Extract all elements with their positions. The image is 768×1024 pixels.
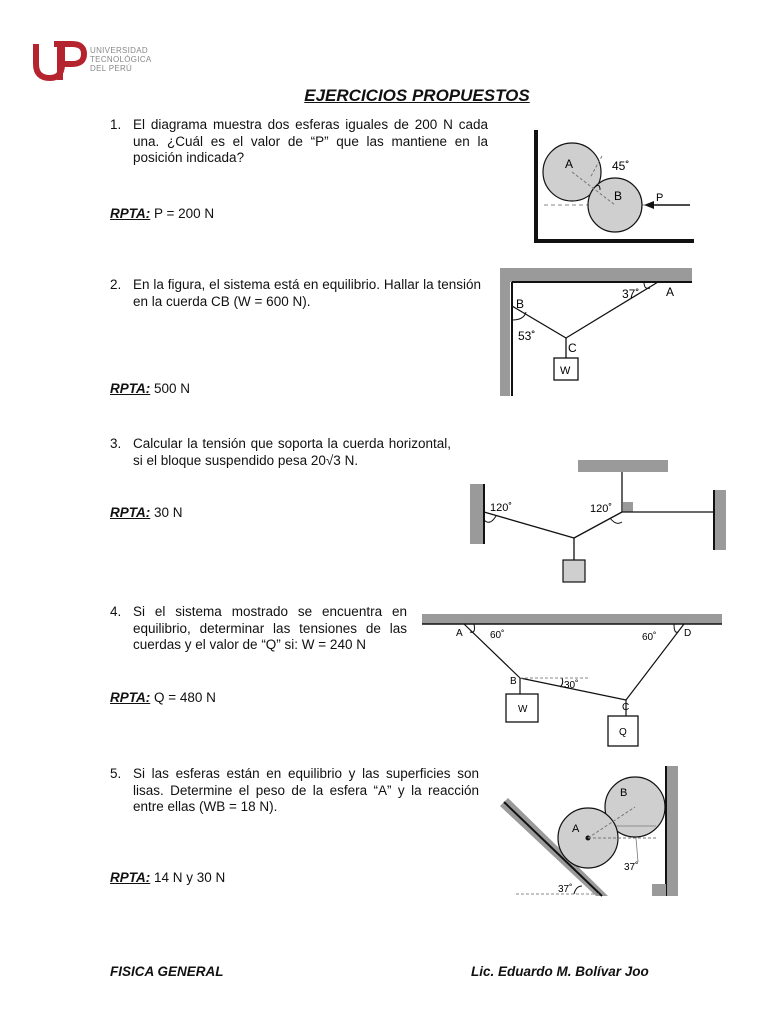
exercise-5 [110,766,479,818]
weight-w-label: W [518,704,528,715]
point-c-label: C [568,341,577,355]
sphere-b-label: B [614,189,623,203]
exercise-text: Si las esferas están en equilibrio y las superficies son lisas. Determine el peso de la esfera “A” y la reacción entre ellas (WB = 18 N). [133,766,479,814]
exercise-text: En la figura, el sistema está en equilibrio. Hallar la tensión en la cuerda CB (W = 600 N). [133,277,481,309]
answer-value: 14 N y 30 N [150,870,226,885]
angle-53-label: 53˚ [518,329,536,343]
logo-line-1: UNIVERSIDAD [90,46,148,55]
logo-line-3: DEL PERÚ [90,64,133,73]
answer-2 [110,381,190,396]
answer-5 [110,870,225,885]
page-title: EJERCICIOS PROPUESTOS [304,86,530,105]
answer-label: RPTA: [110,381,151,396]
point-a-label: A [666,285,675,299]
angle-right-label: 120˚ [590,503,613,515]
exercise-4 [110,604,407,656]
answer-label: RPTA: [110,505,151,520]
angle-incline-label: 37˚ [558,884,573,895]
angle-label: 45˚ [612,159,630,173]
exercise-3 [110,436,451,472]
footer-author: Lic. Eduardo M. Bolívar Joo [471,964,649,979]
point-b-label: B [510,676,517,687]
utp-logo-icon [32,40,88,84]
figure-5-spheres [496,766,684,900]
figure-2-cords [498,268,694,398]
point-b-label: B [516,297,525,311]
figure-4-cords [422,612,724,752]
exercise-text: Calcular la tensión que soporta la cuerda horizontal, si el bloque suspendido pesa 20√3 N. [133,436,451,468]
figure-3-cords [470,456,728,588]
angle-contact-label: 37˚ [624,862,639,873]
footer-course: FISICA GENERAL [110,964,224,979]
angle-b-label: 30˚ [564,680,579,691]
point-a-label: A [456,628,463,639]
angle-d-label: 60˚ [642,632,657,643]
exercise-number: 2. [110,277,122,292]
exercise-text: El diagrama muestra dos esferas iguales de 200 N cada una. ¿Cuál es el valor de “P” que las mantiene en la posición indicada? [133,117,488,165]
answer-3 [110,505,183,520]
answer-value: 500 N [150,381,191,396]
answer-label: RPTA: [110,870,151,885]
answer-1 [110,206,214,221]
answer-4 [110,690,216,705]
sphere-a-label: A [565,157,574,171]
figure-1-spheres [530,128,698,246]
exercise-number: 1. [110,117,122,132]
exercise-number: 3. [110,436,122,451]
exercise-1 [110,117,488,169]
answer-value: P = 200 N [150,206,215,221]
sphere-b-label: B [620,787,628,799]
logo-line-2: TECNOLÓGICA [90,55,152,64]
answer-value: Q = 480 N [150,690,216,705]
university-name [90,46,152,73]
exercise-number: 5. [110,766,122,781]
answer-label: RPTA: [110,690,151,705]
answer-label: RPTA: [110,206,151,221]
angle-37-label: 37˚ [622,287,640,301]
weight-w-label: W [560,365,571,377]
answer-value: 30 N [150,505,183,520]
exercise-text: Si el sistema mostrado se encuentra en equilibrio, determinar las tensiones de las cuerdas y el valor de “Q” si: W = 240 N [133,604,407,652]
exercise-2 [110,277,481,313]
sphere-a-label: A [572,823,580,835]
force-label: P [656,192,664,204]
point-d-label: D [684,628,692,639]
point-c-label: C [622,702,630,713]
exercise-number: 4. [110,604,122,619]
weight-q-label: Q [619,727,627,738]
angle-a-label: 60˚ [490,630,505,641]
angle-left-label: 120˚ [490,502,513,514]
